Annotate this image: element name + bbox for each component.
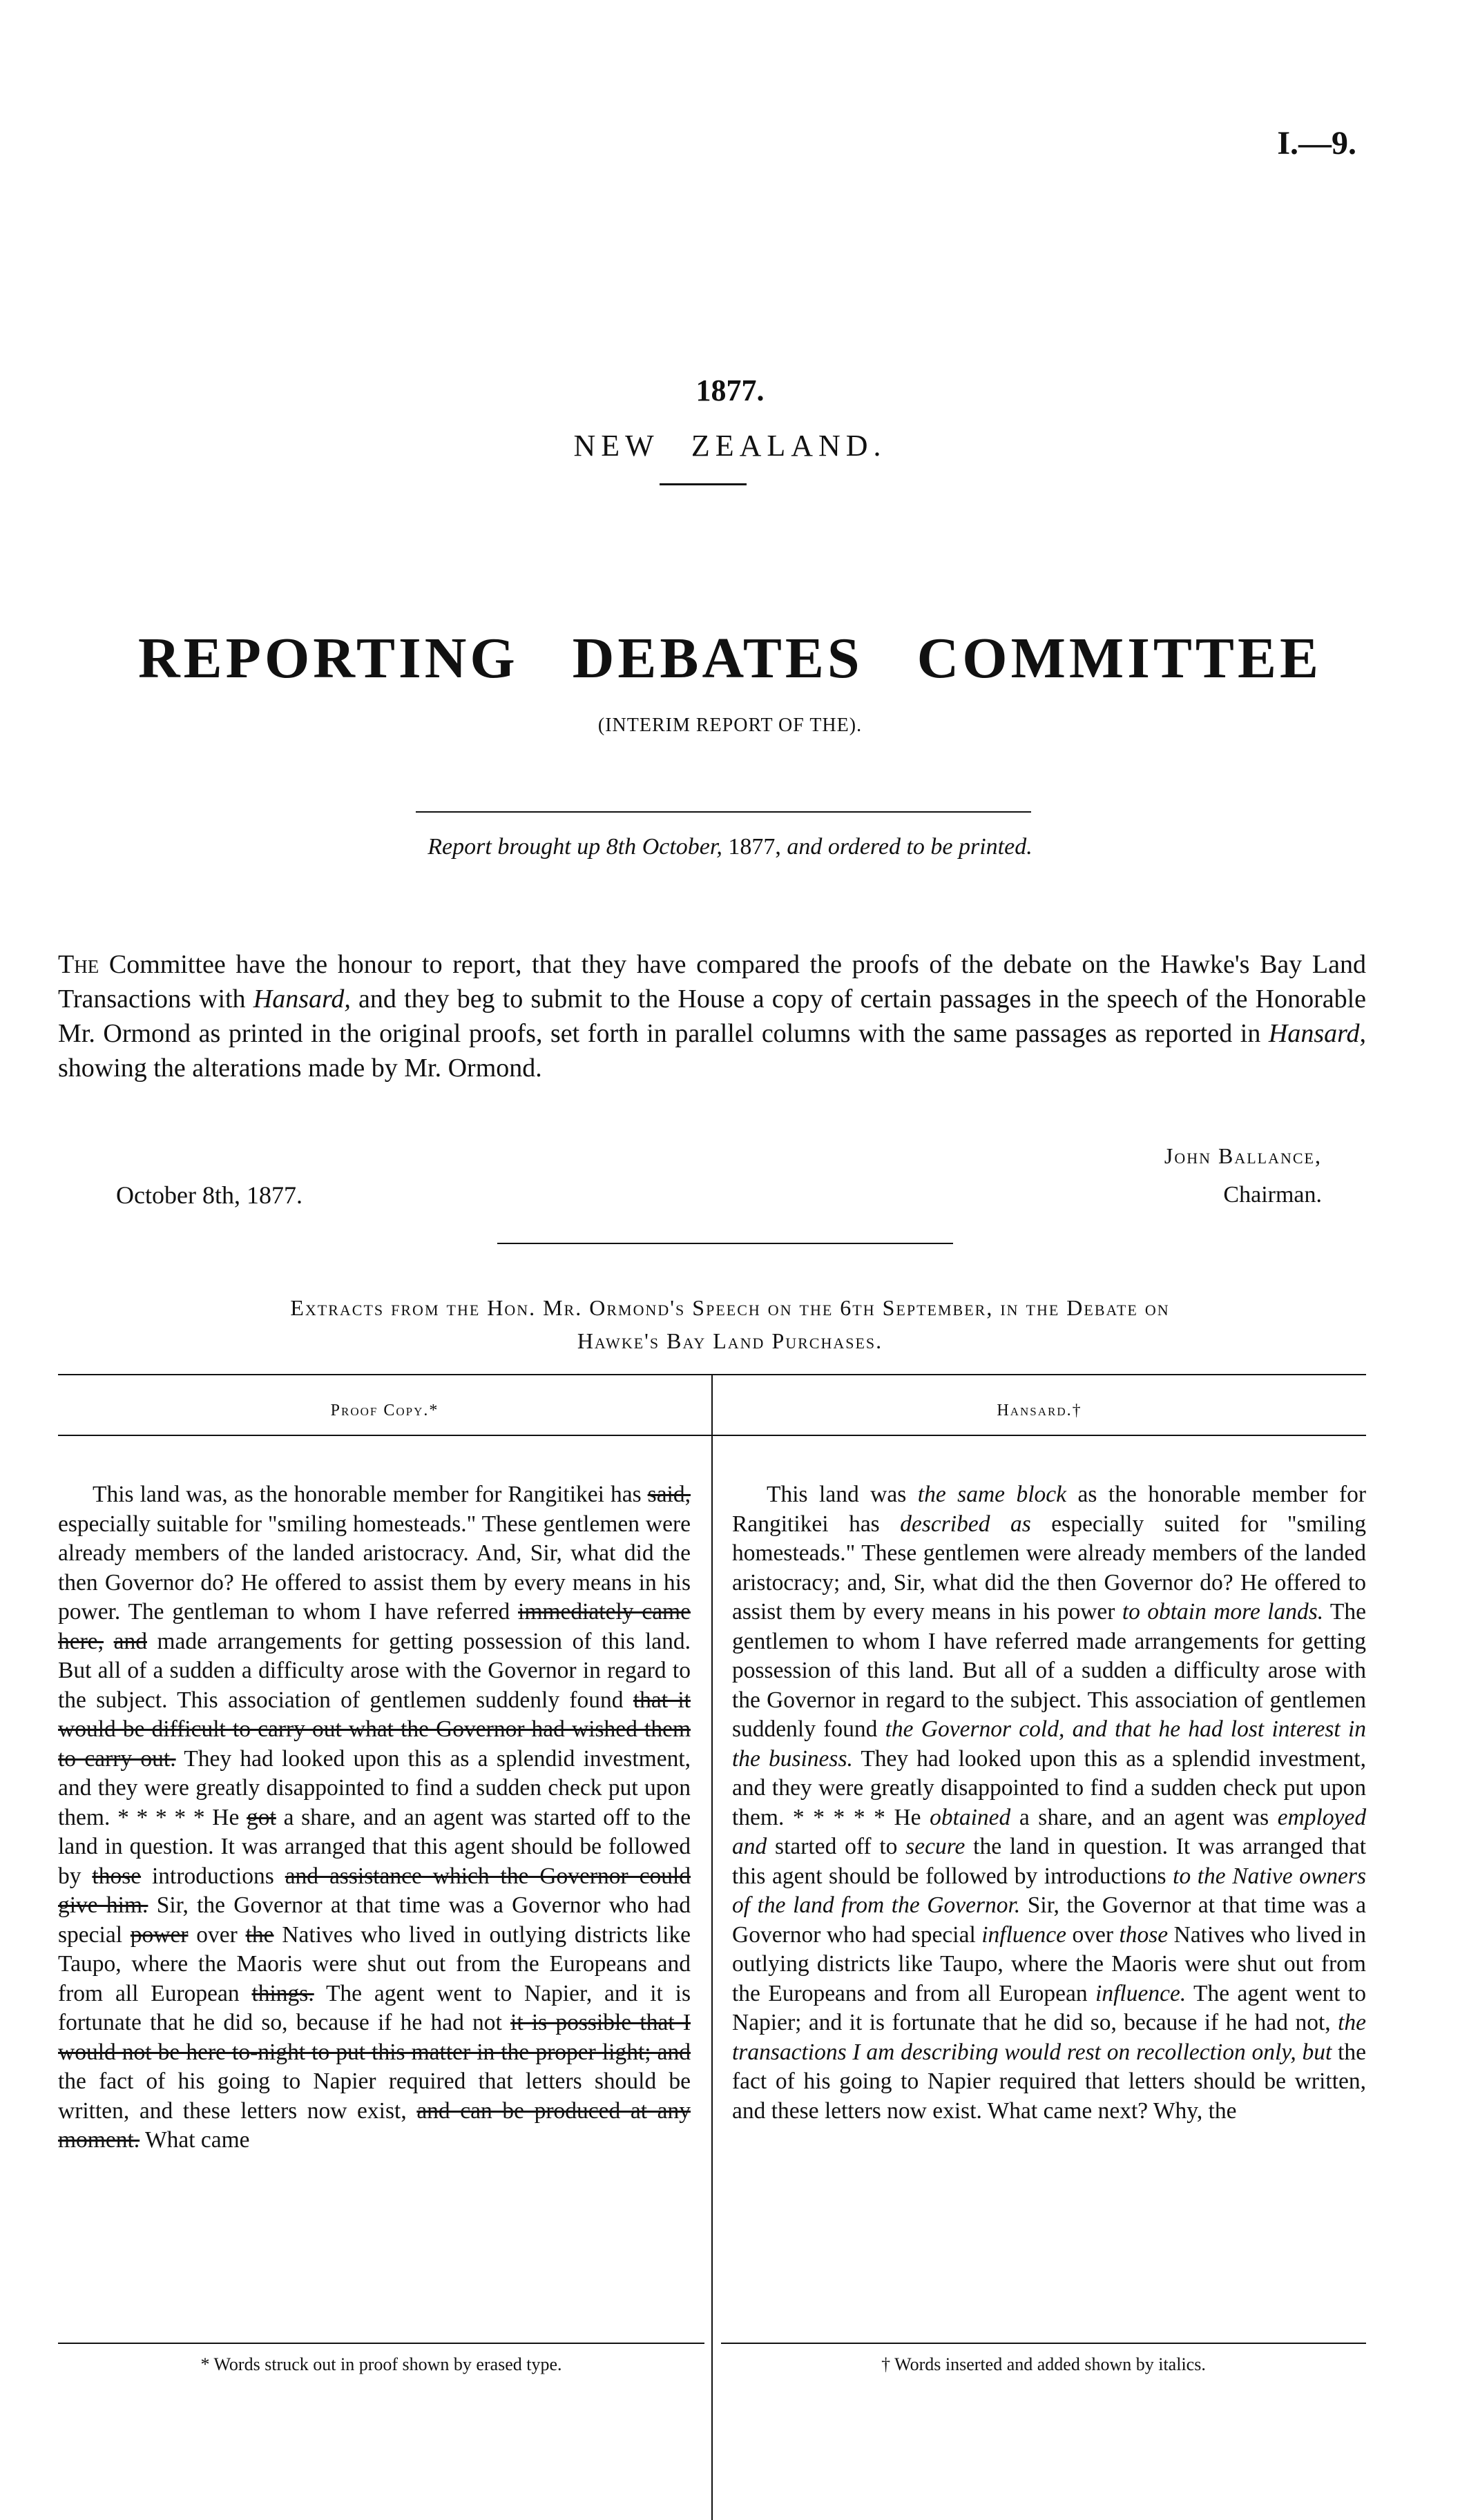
- hansard-text: started off to: [775, 1834, 898, 1859]
- brought-date: 8th: [606, 834, 637, 860]
- proof-text: The agent went to Napier, and it is fortunate that he did so, because if he had not: [58, 1980, 691, 2035]
- proof-copy-column: [58, 1480, 691, 2155]
- proof-text: They had looked upon this as a splendid investment, and they were greatly disappointed to find a sudden check put upon them.: [58, 1745, 691, 1830]
- proof-text: What came: [144, 2127, 250, 2153]
- page-reference: I.—9.: [1277, 125, 1356, 162]
- hansard-text: The agent went to Napier; and it is fortunate that he did so, because if he had not,: [732, 1980, 1366, 2035]
- intro-the: The: [58, 950, 99, 979]
- hansard-footnote: † Words inserted and added shown by italics.: [881, 2354, 1206, 2374]
- left-footnote-rule: [58, 2343, 704, 2344]
- proof-struck: the: [245, 1921, 274, 1948]
- proof-stars: * * * * *: [117, 1804, 205, 1830]
- proof-text: made arrangements for getting possession of this land. But all of a sudden a difficulty arose with the Governor in regard to the subject. This association of gentlemen suddenly found: [58, 1628, 691, 1713]
- hansard-inserted: secure: [905, 1834, 966, 1859]
- hansard-inserted: the Governor cold, and that he had lost interest in the business.: [732, 1716, 1367, 1772]
- hansard-inserted: influence.: [1095, 1980, 1187, 2006]
- proof-struck: said,: [647, 1482, 691, 1507]
- hansard-text: especially suited for "smiling homesteads." These gentlemen were already members of the landed aristocracy; and, Sir, what did the then Governor do? He offered to assist them by every means in his power: [732, 1511, 1367, 1625]
- hansard-inserted: to obtain more lands.: [1122, 1599, 1324, 1625]
- hansard-stars: * * * * *: [792, 1804, 885, 1830]
- proof-struck: it is possible that I would not be here to-night to put this matter in the proper light; and: [58, 2010, 691, 2065]
- proof-text: Natives who lived in outlying districts like Taupo, where the Maoris were shut out from the Europeans and from all European: [58, 1921, 691, 2006]
- proof-struck: and can be produced at any moment.: [58, 2097, 691, 2153]
- proof-text: This land was, as the honorable member for Rangitikei has: [93, 1482, 642, 1507]
- column-divider: [711, 1374, 713, 2520]
- proof-text: introductions: [152, 1863, 274, 1889]
- proof-struck: power: [130, 1921, 189, 1948]
- hansard-text: the land in question. It was arranged that this agent should be followed by introductions: [732, 1834, 1367, 1889]
- signatory-title: Chairman.: [1223, 1182, 1322, 1208]
- hansard-text: He: [894, 1804, 921, 1830]
- proof-struck: immediately came here,: [58, 1599, 691, 1654]
- proof-struck: got: [247, 1804, 276, 1830]
- report-date: October 8th, 1877.: [116, 1181, 302, 1209]
- proof-text: a share, and an agent was started off to the land in question. It was arranged that this agent should be followed by: [58, 1804, 691, 1889]
- document-title: REPORTING DEBATES COMMITTEE: [137, 626, 1323, 690]
- signatory-name: John Ballance,: [1164, 1143, 1322, 1168]
- hansard-text: This land was: [767, 1482, 907, 1507]
- intro-part2: and they beg to submit to the House a copy of certain passages in the speech of the Honorable Mr. Ormond as printed in the original proofs, set forth in parallel columns with the same passages as reported in: [58, 985, 1367, 1048]
- year: 1877.: [695, 374, 765, 407]
- columns-header-rule: [58, 1435, 1366, 1436]
- hansard-inserted: obtained: [930, 1804, 1011, 1830]
- country: NEW ZEALAND.: [573, 429, 887, 463]
- extracts-heading-line1: Extracts from the Hon. Mr. Ormond's Speech on the 6th September, in the Debate on: [290, 1295, 1170, 1320]
- intro-part1: Committee have the honour to report, that they have compared the proofs of the debate on the Hawke's Bay Land Transactions with: [58, 950, 1367, 1014]
- brought-report: Report: [428, 834, 492, 860]
- document-subtitle: (INTERIM REPORT OF THE).: [597, 715, 863, 736]
- title-rule: [416, 811, 1031, 813]
- hansard-text: the fact of his going to Napier required that letters should be written, and these letters now exist. What came next? Why, the: [732, 2039, 1367, 2124]
- proof-footnote: * Words struck out in proof shown by erased type.: [200, 2354, 562, 2374]
- extracts-heading: [69, 1291, 1391, 1357]
- intro-hansard2: Hansard,: [1268, 1019, 1366, 1048]
- hansard-text: as the honorable member for Rangitikei has: [732, 1482, 1367, 1537]
- intro-part3: showing the alterations made by Mr. Ormond.: [58, 1054, 542, 1083]
- hansard-inserted: influence: [981, 1921, 1067, 1948]
- hansard-inserted: those: [1119, 1921, 1169, 1948]
- section-rule: [497, 1243, 953, 1244]
- intro-hansard: Hansard,: [253, 985, 351, 1014]
- hansard-inserted: described as: [900, 1511, 1031, 1537]
- brought-up-line: [0, 834, 1460, 860]
- hansard-text: Sir, the Governor at that time was a Governor who had special: [732, 1892, 1366, 1948]
- brought-text: brought up: [497, 834, 601, 860]
- right-footnote-rule: [721, 2343, 1366, 2344]
- hansard-text: a share, and an agent was: [1019, 1804, 1269, 1830]
- proof-struck: and assistance which the Governor could give him.: [58, 1863, 691, 1918]
- hansard-text: over: [1072, 1921, 1113, 1948]
- proof-paragraph: [58, 1480, 691, 2155]
- proof-text: especially suitable for "smiling homesteads." These gentlemen were already members of the landed aristocracy. And, Sir, what did the then Governor do? He offered to assist them by every means in his power. The gentleman to whom I have referred: [58, 1511, 691, 1625]
- hansard-paragraph: [732, 1480, 1366, 2126]
- left-column-heading: Proof Copy.*: [330, 1402, 439, 1419]
- right-column-heading: Hansard.†: [997, 1402, 1082, 1419]
- hansard-text: Natives who lived in outlying districts like Taupo, where the Maoris were shut out from the Europeans and from all European: [732, 1921, 1367, 2006]
- brought-ordered: and ordered to be printed.: [787, 834, 1032, 860]
- proof-text: He: [212, 1804, 240, 1830]
- brought-month: October,: [642, 834, 722, 860]
- proof-text: the fact of his going to Napier required that letters should be written, and these letters now exist,: [58, 2068, 691, 2124]
- hansard-inserted: employed and: [732, 1804, 1367, 1859]
- hansard-column: [732, 1480, 1366, 2126]
- extracts-heading-line2: Hawke's Bay Land Purchases.: [577, 1328, 883, 1353]
- hansard-text: They had looked upon this as a splendid investment, and they were greatly disappointed to find a sudden check put upon them.: [732, 1745, 1367, 1830]
- intro-paragraph: [58, 947, 1366, 1085]
- header-rule: [660, 483, 747, 485]
- proof-struck: and: [113, 1628, 147, 1654]
- proof-text: over: [196, 1921, 238, 1948]
- proof-struck: things.: [251, 1980, 314, 2006]
- brought-year: 1877,: [728, 834, 781, 860]
- proof-text: Sir, the Governor at that time was a Governor who had special: [58, 1892, 691, 1948]
- hansard-inserted: the same block: [917, 1482, 1067, 1507]
- proof-struck: that it would be difficult to carry out what the Governor had wished them to carry out.: [58, 1687, 691, 1772]
- hansard-inserted: to the Native owners of the land from the Governor.: [732, 1863, 1367, 1918]
- proof-struck: those: [92, 1863, 142, 1889]
- hansard-inserted: the transactions I am describing would rest on recollection only, but: [732, 2010, 1366, 2065]
- hansard-text: The gentlemen to whom I have referred made arrangements for getting possession of this land. But all of a sudden a difficulty arose with the Governor in regard to the subject. This association of gentlemen suddenly found: [732, 1599, 1366, 1742]
